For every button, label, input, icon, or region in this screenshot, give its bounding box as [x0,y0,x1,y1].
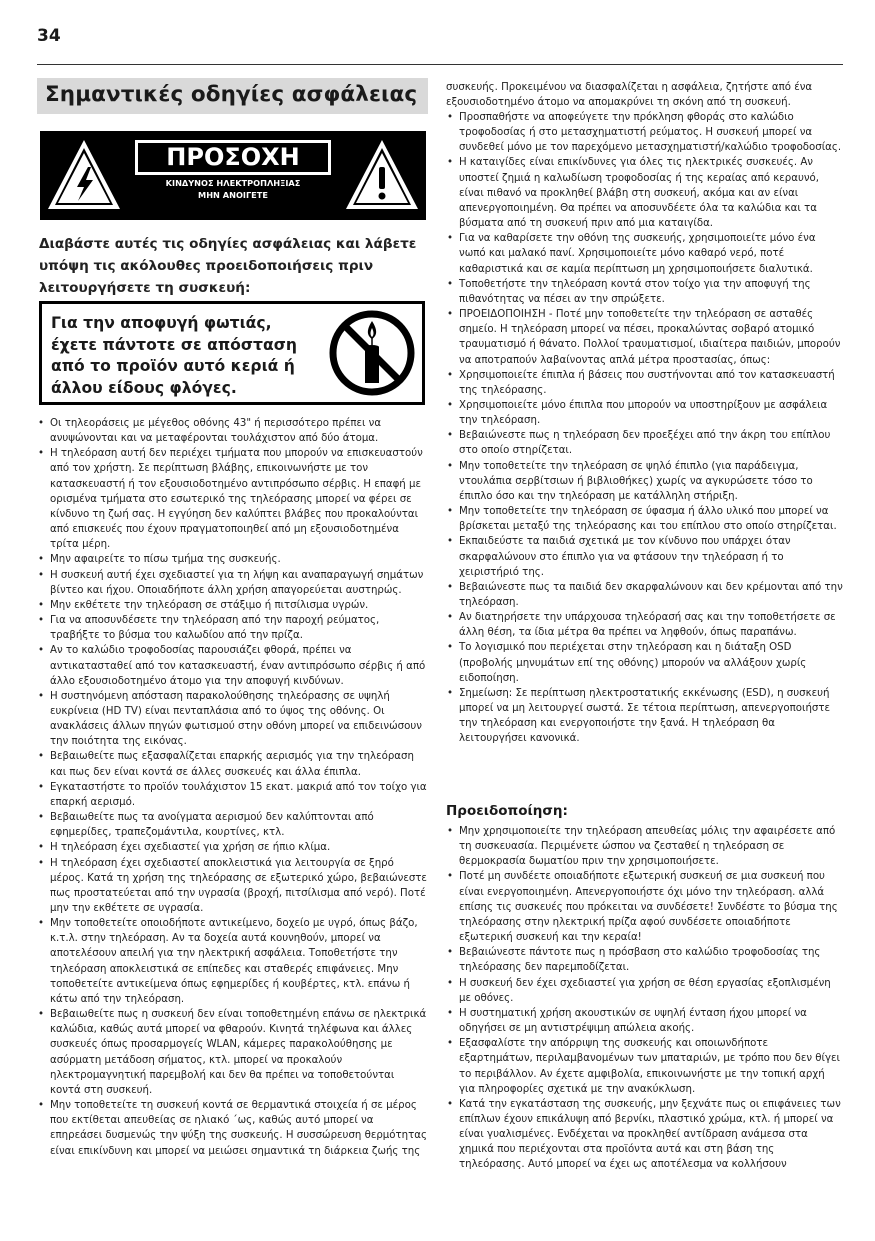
right-safety-list [446,110,843,747]
warning-list [446,824,843,1173]
list-item: • Εκπαιδεύστε τα παιδιά σχετικά με τον κίνδυνο που υπάρχει όταν σκαρφαλώνουν στο έπιπλο για να φτάσουν την τηλεόραση ή το χειριστήριό της. [446,534,843,579]
list-item: • Μην εκθέτετε την τηλεόραση σε στάξιμο ή πιτσίλισμα υγρών. [37,598,428,613]
lightning-triangle-icon [46,137,122,213]
section-title-bar [37,78,428,114]
section-title: Σημαντικές οδηγίες ασφάλειας [45,82,418,107]
list-item: • Αν το καλώδιο τροφοδοσίας παρουσιάζει φθορά, πρέπει να αντικατασταθεί από τον κατασκευαστή, έναν αντιπρόσωπο σέρβις ή από άλλο εξουσιοδοτημένο άτομο για την αποφυγή κινδύνων. [37,643,428,688]
list-item: • Βεβαιώνεστε πως η τηλεόραση δεν προεξέχει από την άκρη του επίπλου στο οποίο στηρίζεται. [446,428,843,458]
list-item: • Βεβαιωθείτε πως τα ανοίγματα αερισμού δεν καλύπτονται από εφημερίδες, τραπεζομάντιλα, κουρτίνες, κτλ. [37,810,428,840]
fire-notice-text: Για την αποφυγή φωτιάς, έχετε πάντοτε σε απόσταση από το προϊόν αυτό κεριά ή άλλου είδους φλόγες. [51,314,297,397]
caution-line-2: ΜΗΝ ΑΝΟΙΓΕΤΕ [198,190,268,200]
list-item: • Το λογισμικό που περιέχεται στην τηλεόραση και η διάταξη OSD (προβολής μηνυμάτων επί της οθόνης) μπορούν να αλλάξουν χωρίς ειδοποίηση. [446,640,843,685]
no-candle-icon [328,309,416,397]
list-item: • Σημείωση: Σε περίπτωση ηλεκτροστατικής εκκένωσης (ESD), η συσκευή μπορεί να μη λειτουργεί σωστά. Σε τέτοια περίπτωση, απενεργοποιήστε την τηλεόραση και ενεργοποιήστε την ξανά. Η τηλεόραση θα λειτουργήσει κανονικά. [446,686,843,747]
warning-heading: Προειδοποίηση: [446,803,568,819]
list-item: • Μην τοποθετείτε την τηλεόραση σε ύφασμα ή άλλο υλικό που μπορεί να βρίσκεται μεταξύ της τηλεόρασης και του επίπλου στο οποίο στηρίζεται. [446,504,843,534]
caution-line-1: ΚΙΝΔΥΝΟΣ ΗΛΕΚΤΡΟΠΛΗΞΙΑΣ [165,178,301,188]
list-item: • Κατά την εγκατάσταση της συσκευής, μην ξεχνάτε πως οι επιφάνειες των επίπλων έχουν επικάλυψη από βερνίκι, πλαστικό χρώμα, κτλ. ή μπορεί να είναι γυαλισμένες. Ενδέχεται να προκληθεί αντίδραση ανάμεσα στα χημικά που περιέχονται στα προϊόντα αυτά και στη βάση της τηλεόρασης. Αυτό μπορεί να έχει ως αποτέλεσμα να κολλήσουν [446,1097,843,1173]
electric-shock-warning-label [40,131,426,220]
list-item: • Η συστηνόμενη απόσταση παρακολούθησης τηλεόρασης σε υψηλή ευκρίνεια (HD TV) είναι πενταπλάσια από το ύψος της οθόνης. Οι ανακλάσεις άλλων πηγών φωτισμού στην οθόνη μπορεί να επιδεινώσουν την ποιότητα της εικόνας. [37,689,428,750]
intro-text: Διαβάστε αυτές τις οδηγίες ασφάλειας και λάβετε υπόψη τις ακόλουθες προειδοποιήσεις πριν λειτουργήσετε τη συσκευή: [39,236,417,296]
list-item: • Χρησιμοποιείτε έπιπλα ή βάσεις που συστήνονται από τον κατασκευαστή της τηλεόρασης. [446,368,843,398]
list-item: • Η καταιγίδες είναι επικίνδυνες για όλες τις ηλεκτρικές συσκευές. Αν υποστεί ζημιά η καλωδίωση τροφοδοσίας ή της κεραίας από κεραυνό, είναι πιθανό να προκληθεί βλάβη στη συσκευή, ακόμα και αν είναι απενεργοποιημένη. Θα πρέπει να αποσυνδέετε όλα τα καλώδια και τα βύσματα από τη συσκευή πριν από μια καταιγίδα. [446,155,843,231]
list-item: • Μην τοποθετείτε τη συσκευή κοντά σε θερμαντικά στοιχεία ή σε μέρος που εκτίθεται απευθείας σε ηλιακό ΄ως, καθώς αυτό μπορεί να επηρεάσει δυσμενώς την ψύξη της συσκευής. Η συσσώρευση θερμότητας είναι επικίνδυνη και μπορεί να μειώσει σημαντικά τη διάρκεια ζωής της [37,1098,428,1159]
caution-word: ΠΡΟΣΟΧΗ [135,140,331,175]
continued-text: συσκευής. Προκειμένου να διασφαλίζεται η ασφάλεια, ζητήστε από ένα εξουσιοδοτημένο άτομο να απομακρύνει τη σκόνη από τη συσκευή. [446,82,813,109]
list-item: • Βεβαιωθείτε πως εξασφαλίζεται επαρκής αερισμός για την τηλεόραση και πως δεν είναι κοντά σε άλλες συσκευές και άλλα έπιπλα. [37,749,428,779]
list-item: • Βεβαιώνεστε πάντοτε πως η πρόσβαση στο καλώδιο τροφοδοσίας της τηλεόρασης δεν παρεμποδίζεται. [446,945,843,975]
list-item: • Μην χρησιμοποιείτε την τηλεόραση απευθείας μόλις την αφαιρέσετε από τη συσκευασία. Περιμένετε ώσπου να ζεσταθεί η τηλεόραση σε θερμοκρασία δωματίου πριν την χρησιμοποιήσετε. [446,824,843,869]
list-item: • Η συστηματική χρήση ακουστικών σε υψηλή ένταση ήχου μπορεί να οδηγήσει σε μη αντιστρέψιμη απώλεια ακοής. [446,1006,843,1036]
list-item: • Η τηλεόραση έχει σχεδιαστεί για χρήση σε ήπιο κλίμα. [37,840,428,855]
list-item: • Αν διατηρήσετε την υπάρχουσα τηλεόρασή σας και την τοποθετήσετε σε άλλη θέση, τα ίδια μέτρα θα πρέπει να ληφθούν, όπως παραπάνω. [446,610,843,640]
list-item: • Η συσκευή δεν έχει σχεδιαστεί για χρήση σε θέση εργασίας εξοπλισμένη με οθόνες. [446,976,843,1006]
list-item: • Ποτέ μη συνδέετε οποιαδήποτε εξωτερική συσκευή σε μια συσκευή που είναι ενεργοποιημένη. Απενεργοποιήστε όχι μόνο την τηλεόραση. αλλά επίσης τις συσκευές που πρόκειται να συνδέσετε! Συνδέστε το βύσμα της τηλεόρασης στην ηλεκτρική πρίζα αφού συνδέσετε οποιαδήποτε εξωτερική συσκευή και την κεραία! [446,869,843,945]
list-item: • Εξασφαλίστε την απόρριψη της συσκευής και οποιωνδήποτε εξαρτημάτων, περιλαμβανομένων των μπαταριών, με τρόπο που δεν θίγει το περιβάλλον. Αν έχετε αμφιβολία, επικοινωνήστε με την τοπική αρχή για πληροφορίες σχετικά με την ανακύκλωση. [446,1036,843,1097]
page-number: 34 [37,26,61,46]
fire-notice-box [39,301,425,405]
header-divider [37,64,843,65]
list-item: • Προσπαθήστε να αποφεύγετε την πρόκληση φθοράς στο καλώδιο τροφοδοσίας ή στο μετασχηματιστή ρεύματος. Η συσκευή μπορεί να συνδεθεί μόνο με τον παρεχόμενο μετασχηματιστή/καλώδιο τροφοδοσίας. [446,110,843,155]
list-item: • Μην τοποθετείτε οποιοδήποτε αντικείμενο, δοχείο με υγρό, όπως βάζο, κ.τ.λ. στην τηλεόραση. Αν τα δοχεία αυτά κουνηθούν, μπορεί να αποτελέσουν απειλή για την ηλεκτρική ασφάλεια. Τοποθετήστε την τηλεόραση αποκλειστικά σε επίπεδες και σταθερές επιφάνειες. Μην τοποθετείτε αντικείμενα όπως εφημερίδες ή κουβέρτες, κτλ. επάνω ή κάτω από την τηλεόραση. [37,916,428,1007]
list-item: • Βεβαιωθείτε πως η συσκευή δεν είναι τοποθετημένη επάνω σε ηλεκτρικά καλώδια, καθώς αυτά μπορεί να φθαρούν. Κινητά τηλέφωνα και άλλες συσκευές όπως προσαρμογείς WLAN, κάμερες παρακολούθησης με ασύρματη μετάδοση σήματος, κτλ. μπορεί να προκαλούν ηλεκτρομαγνητική παρεμβολή και δεν θα πρέπει να τοποθετούνται κοντά στη συσκευή. [37,1007,428,1098]
list-item: • Μην τοποθετείτε την τηλεόραση σε ψηλό έπιπλο (για παράδειγμα, ντουλάπια σερβίτσιων ή βιβλιοθήκες) χωρίς να αγκυρώσετε τόσο το έπιπλο όσο και την τηλεόραση με κατάλληλη στήριξη. [446,459,843,504]
list-item: • Μην αφαιρείτε το πίσω τμήμα της συσκευής. [37,552,428,567]
list-item: • Τοποθετήστε την τηλεόραση κοντά στον τοίχο για την αποφυγή της πιθανότητας να πέσει αν την σπρώξετε. [446,277,843,307]
list-item: • Η τηλεόραση αυτή δεν περιέχει τμήματα που μπορούν να επισκευαστούν από τον χρήστη. Σε περίπτωση βλάβης, επικοινωνήστε με τον κατασκευαστή ή τον εξουσιοδοτημένο αντιπρόσωπο σέρβις. Η επαφή με ορισμένα τμήματα στο εσωτερικό της τηλεόρασης μπορεί να φέρει σε κίνδυνο τη ζωή σας. Η εγγύηση δεν καλύπτει βλάβες που προκαλούνται από επισκευές που έχουν πραγματοποιηθεί από μη εξουσιοδοτημένα τρίτα μέρη. [37,446,428,552]
list-item: • Βεβαιώνεστε πως τα παιδιά δεν σκαρφαλώνουν και δεν κρέμονται από την τηλεόραση. [446,580,843,610]
list-item: • Για να αποσυνδέσετε την τηλεόραση από την παροχή ρεύματος, τραβήξτε το βύσμα του καλωδίου από την πρίζα. [37,613,428,643]
list-item: • Χρησιμοποιείτε μόνο έπιπλα που μπορούν να υποστηρίξουν με ασφάλεια την τηλεόραση. [446,398,843,428]
list-item: • Η συσκευή αυτή έχει σχεδιαστεί για τη λήψη και αναπαραγωγή σημάτων βίντεο και ήχου. Οποιαδήποτε άλλη χρήση απαγορεύεται αυστηρώς. [37,568,428,598]
left-safety-list [37,416,428,1159]
list-item: • ΠΡΟΕΙΔΟΠΟΙΗΣΗ - Ποτέ μην τοποθετείτε την τηλεόραση σε ασταθές σημείο. Η τηλεόραση μπορεί να πέσει, προκαλώντας σοβαρό ατομικό τραυματισμό ή θάνατο. Πολλοί τραυματισμοί, ιδιαίτερα παιδιών, μπορούν να αποτραπούν λαβαίνοντας απλά μέτρα προστασίας, όπως: [446,307,843,368]
exclamation-triangle-icon [344,137,420,213]
list-item: • Οι τηλεοράσεις με μέγεθος οθόνης 43" ή περισσότερο πρέπει να ανυψώνονται και να μεταφέρονται τουλάχιστον από δύο άτομα. [37,416,428,446]
list-item: • Για να καθαρίσετε την οθόνη της συσκευής, χρησιμοποιείτε μόνο ένα νωπό και μαλακό πανί. Χρησιμοποιείτε μόνο καθαρό νερό, ποτέ καθαριστικά και σε καμία περίπτωση μη χρησιμοποιήσετε διαλυτικά. [446,231,843,276]
list-item: • Η τηλεόραση έχει σχεδιαστεί αποκλειστικά για λειτουργία σε ξηρό μέρος. Κατά τη χρήση της τηλεόρασης σε εξωτερικό χώρο, βεβαιώνεστε πως προστατεύεται από την υγρασία (βροχή, πιτσίλισμα από νερό). Ποτέ μην την εκθέτετε σε υγρασία. [37,856,428,917]
list-item: • Εγκαταστήστε το προϊόν τουλάχιστον 15 εκατ. μακριά από τον τοίχο για επαρκή αερισμό. [37,780,428,810]
